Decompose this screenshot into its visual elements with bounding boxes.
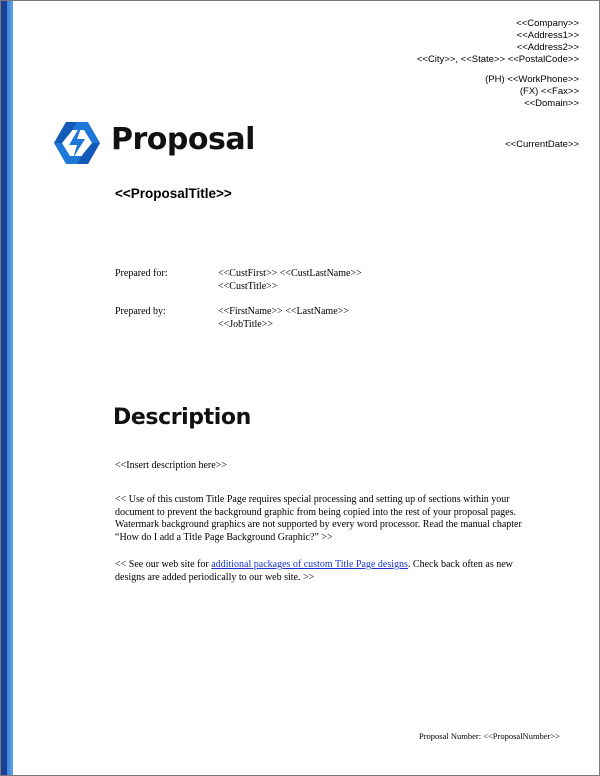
phone-line: (PH) <<WorkPhone>> (485, 74, 579, 85)
current-date: <<CurrentDate>> (505, 139, 579, 150)
web-site-note (115, 559, 545, 584)
prepared-by-label: Prepared by: (115, 306, 166, 317)
web-note-prefix: << See our web site for (115, 559, 212, 570)
domain-line: <<Domain>> (524, 98, 579, 109)
proposal-title: <<ProposalTitle>> (115, 186, 232, 201)
author-name: <<FirstName>> <<LastName>> (218, 306, 349, 317)
description-heading: Description (113, 405, 251, 430)
proposal-logo-title: Proposal (111, 122, 255, 157)
title-page-designs-link[interactable]: additional packages of custom Title Page designs (211, 559, 408, 570)
prepared-for-label: Prepared for: (115, 268, 168, 279)
title-page-note: << Use of this custom Title Page requires special processing and setting up of sections within your document to prevent the background graphic from being copied into the rest of your proposal pages. Watermark background graphics are not supported by every word processor. Read the manual chapter “How do I add a Title Page Background Graphic?” >> (115, 494, 522, 543)
city-state-postal-line: <<City>>, <<State>> <<PostalCode>> (416, 54, 579, 65)
fax-line: (FX) <<Fax>> (519, 86, 579, 97)
web-note-suffix: . Check back often as new designs are added periodically to our web site. >> (115, 559, 513, 583)
company-header (417, 18, 579, 110)
address1-line: <<Address1>> (516, 30, 579, 41)
hexagon-arrows-logo-icon (52, 120, 102, 166)
left-accent-bar (1, 1, 13, 775)
address2-line: <<Address2>> (516, 42, 579, 53)
company-line: <<Company>> (516, 18, 579, 29)
customer-title: <<CustTitle>> (218, 281, 278, 292)
author-title: <<JobTitle>> (218, 319, 273, 330)
proposal-number: Proposal Number: <<ProposalNumber>> (419, 731, 560, 741)
description-placeholder: <<Insert description here>> (115, 460, 227, 471)
customer-name: <<CustFirst>> <<CustLastName>> (218, 268, 362, 279)
